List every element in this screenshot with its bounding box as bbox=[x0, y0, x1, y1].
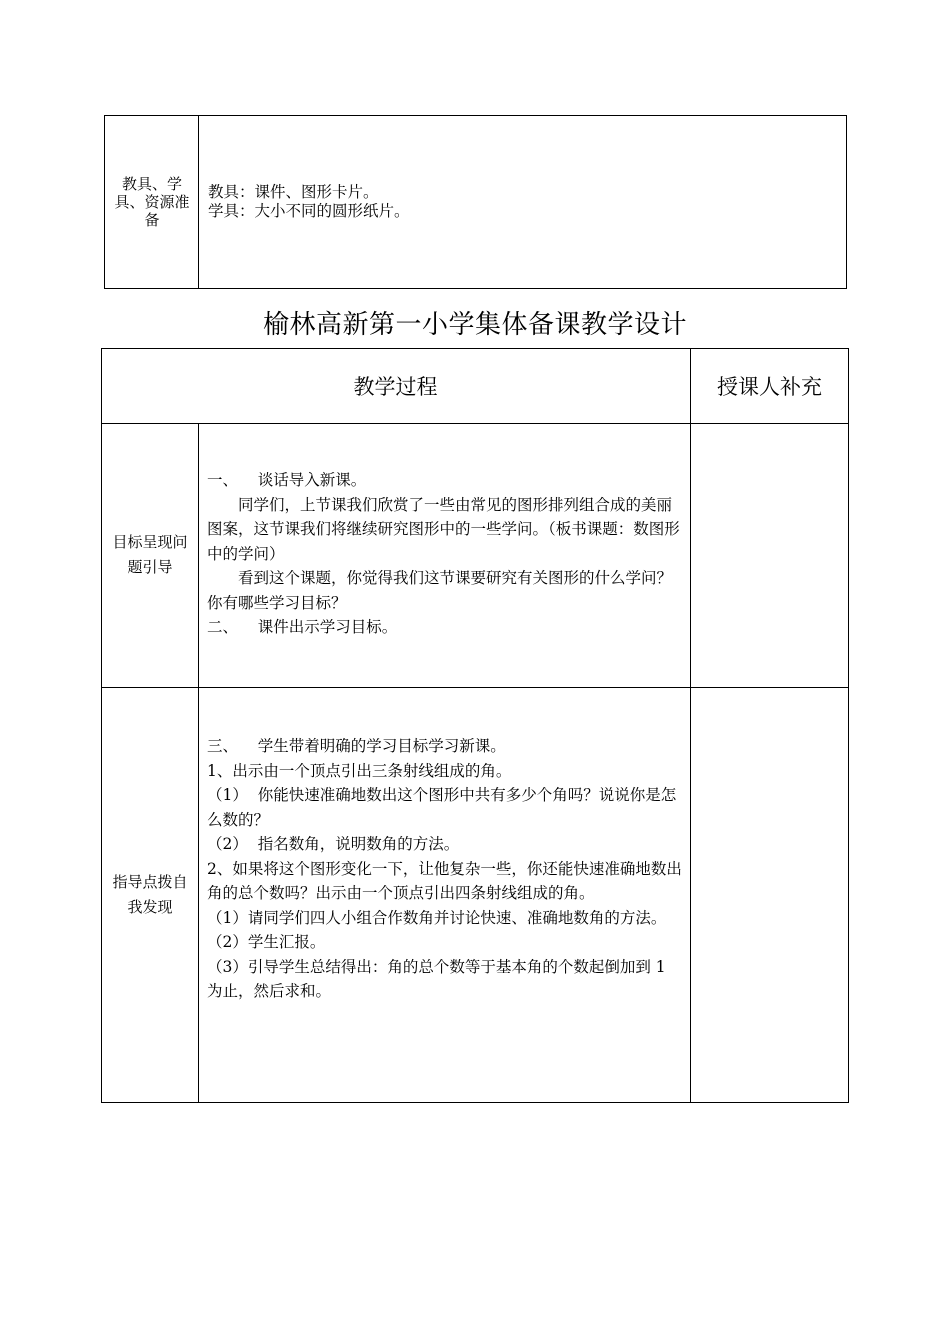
row2-line-6: （1）请同学们四人小组合作数角并讨论快速、准确地数角的方法。 bbox=[207, 908, 667, 927]
row2-line-7: （2）学生汇报。 bbox=[207, 933, 326, 951]
header-supplement-text: 授课人补充 bbox=[717, 374, 822, 399]
page-title: 榆林高新第一小学集体备课教学设计 bbox=[262, 310, 687, 340]
row2-line-1: 三、 学生带着明确的学习目标学习新课。 bbox=[207, 737, 506, 755]
row2-line-2: 1、出示由一个顶点引出三条射线组成的角。 bbox=[207, 761, 512, 780]
row-divider bbox=[101, 687, 849, 688]
header-process-text: 教学过程 bbox=[353, 374, 438, 399]
row2-line-8: （3）引导学生总结得出：角的总个数等于基本角的个数起倒加到 1 为止，然后求和。 bbox=[207, 957, 671, 1000]
row1-label-text: 目标呈现问题引导 bbox=[112, 533, 188, 576]
supplement-column-divider bbox=[690, 348, 691, 1103]
resources-label bbox=[110, 115, 194, 289]
header-process bbox=[101, 348, 690, 423]
row1-line-2: 同学们，上节课我们欣赏了一些由常见的图形排列组合成的美丽图案，这节课我们将继续研究图形中的一些学问。（板书课题：数图形中的学问） bbox=[207, 495, 680, 563]
row2-line-5: 2、如果将这个图形变化一下，让他复杂一些，你还能快速准确地数出角的总个数吗？出示由一个顶点引出四条射线组成的角。 bbox=[207, 859, 682, 902]
row1-content bbox=[207, 468, 685, 640]
row1-line-4: 二、 课件出示学习目标。 bbox=[207, 618, 398, 636]
resources-table-divider bbox=[198, 115, 199, 289]
header-row-divider bbox=[101, 423, 849, 424]
resources-label-text: 教具、学具、资源准备 bbox=[114, 175, 190, 229]
row1-line-1: 一、 谈话导入新课。 bbox=[207, 471, 367, 489]
row2-label-text: 指导点拨自我发现 bbox=[112, 873, 188, 916]
label-column-divider bbox=[198, 423, 199, 1103]
header-supplement bbox=[690, 348, 849, 423]
row2-line-4: （2） 指名数角，说明数角的方法。 bbox=[207, 835, 460, 853]
row1-line-3: 看到这个课题，你觉得我们这节课要研究有关图形的什么学问？你有哪些学习目标？ bbox=[207, 569, 673, 612]
row1-label bbox=[110, 423, 190, 687]
row2-line-3: （1） 你能快速准确地数出这个图形中共有多少个角吗？说说你是怎么数的？ bbox=[207, 786, 677, 829]
resources-content bbox=[208, 183, 808, 221]
row2-label bbox=[110, 687, 190, 1103]
teacher-tools-line: 教具：课件、图形卡片。 bbox=[208, 183, 379, 201]
student-tools-line: 学具：大小不同的圆形纸片。 bbox=[208, 202, 410, 220]
row2-content bbox=[207, 734, 685, 1004]
